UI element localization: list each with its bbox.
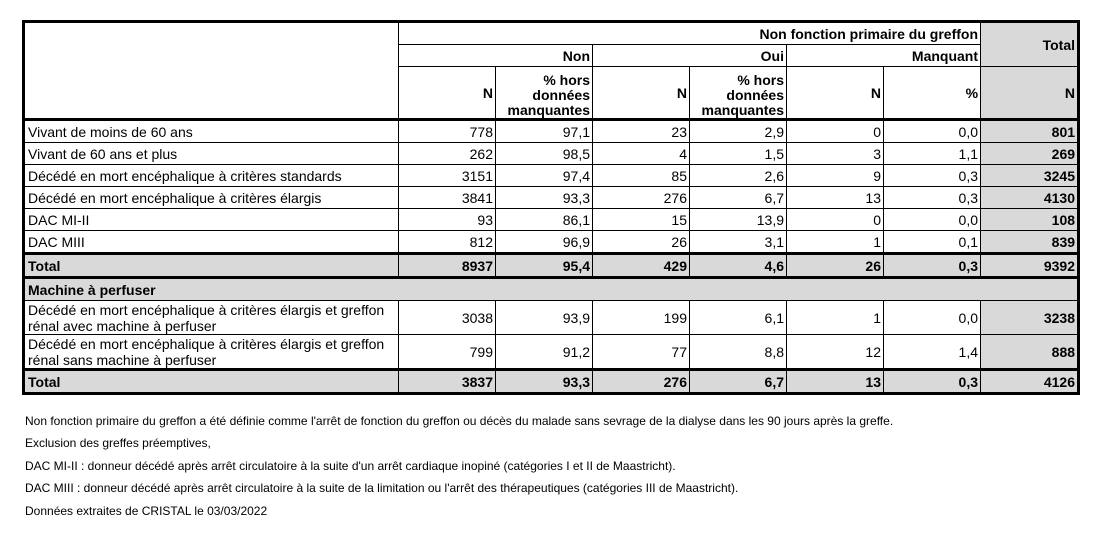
cell-non-pct: 95,4 (496, 254, 593, 278)
cell-oui-pct: 6,1 (690, 301, 787, 335)
row-label: Décédé en mort encéphalique à critères élargis et greffon rénal avec machine à perfuser (24, 301, 399, 335)
non-header: Non (399, 45, 593, 67)
cell-total: 269 (981, 143, 1079, 165)
cell-man-n: 13 (787, 370, 884, 394)
data-table (22, 20, 1080, 395)
cell-non-pct: 98,5 (496, 143, 593, 165)
section-label: Machine à perfuser (24, 278, 1079, 301)
cell-man-pct: 0,3 (884, 254, 981, 278)
cell-non-n: 3151 (399, 165, 496, 187)
cell-non-n: 3038 (399, 301, 496, 335)
footnote: Données extraites de CRISTAL le 03/03/2022 (25, 503, 268, 518)
cell-man-n: 9 (787, 165, 884, 187)
cell-man-pct: 0,3 (884, 165, 981, 187)
cell-man-n: 13 (787, 187, 884, 209)
row-label: Décédé en mort encéphalique à critères standards (24, 165, 399, 187)
cell-non-pct: 93,3 (496, 187, 593, 209)
table-row (24, 335, 1079, 370)
cell-oui-n: 199 (593, 301, 690, 335)
cell-total: 4126 (981, 370, 1079, 394)
cell-oui-pct: 3,1 (690, 231, 787, 254)
cell-oui-pct: 4,6 (690, 254, 787, 278)
row-label: DAC MIII (24, 231, 399, 254)
cell-non-n: 8937 (399, 254, 496, 278)
cell-man-pct: 0,1 (884, 231, 981, 254)
cell-oui-n: 23 (593, 120, 690, 143)
cell-oui-pct: 1,5 (690, 143, 787, 165)
cell-total: 108 (981, 209, 1079, 231)
table-row (24, 187, 1079, 209)
row-label: DAC MI-II (24, 209, 399, 231)
cell-non-pct: 97,4 (496, 165, 593, 187)
cell-non-n: 3841 (399, 187, 496, 209)
col-total-n: N (981, 67, 1079, 120)
cell-man-n: 1 (787, 231, 884, 254)
cell-non-pct: 93,3 (496, 370, 593, 394)
footnote: DAC MIII : donneur décédé après arrêt circulatoire à la suite de la limitation ou l'arrêt des thérapeutiques (catégories III de Maastricht). (25, 481, 739, 496)
cell-oui-pct: 6,7 (690, 370, 787, 394)
table-row (24, 301, 1079, 335)
total-row (24, 254, 1079, 278)
cell-non-n: 3837 (399, 370, 496, 394)
row-label: Total (24, 254, 399, 278)
cell-total: 3245 (981, 165, 1079, 187)
cell-oui-pct: 8,8 (690, 335, 787, 370)
cell-non-pct: 86,1 (496, 209, 593, 231)
cell-total: 3238 (981, 301, 1079, 335)
table-row (24, 231, 1079, 254)
col-non-n: N (399, 67, 496, 120)
cell-man-n: 0 (787, 209, 884, 231)
cell-man-pct: 0,3 (884, 187, 981, 209)
cell-oui-n: 276 (593, 187, 690, 209)
group-header: Non fonction primaire du greffon (399, 22, 981, 45)
cell-man-n: 3 (787, 143, 884, 165)
oui-header: Oui (593, 45, 787, 67)
cell-oui-pct: 13,9 (690, 209, 787, 231)
cell-man-pct: 0,0 (884, 301, 981, 335)
cell-non-n: 799 (399, 335, 496, 370)
footnote: DAC MI-II : donneur décédé après arrêt circulatoire à la suite d'un arrêt cardiaque inopiné (catégories I et II de Maastricht). (25, 458, 676, 473)
cell-man-pct: 0,0 (884, 209, 981, 231)
cell-oui-n: 4 (593, 143, 690, 165)
cell-non-n: 812 (399, 231, 496, 254)
cell-non-n: 93 (399, 209, 496, 231)
section-row (24, 278, 1079, 301)
cell-oui-pct: 2,9 (690, 120, 787, 143)
cell-non-n: 262 (399, 143, 496, 165)
row-label: Décédé en mort encéphalique à critères élargis et greffon rénal sans machine à perfuser (24, 335, 399, 370)
row-label: Décédé en mort encéphalique à critères élargis (24, 187, 399, 209)
total-row (24, 370, 1079, 394)
cell-oui-n: 26 (593, 231, 690, 254)
row-label: Vivant de 60 ans et plus (24, 143, 399, 165)
cell-total: 801 (981, 120, 1079, 143)
cell-oui-pct: 2,6 (690, 165, 787, 187)
cell-non-pct: 91,2 (496, 335, 593, 370)
table-row (24, 143, 1079, 165)
cell-non-pct: 97,1 (496, 120, 593, 143)
row-label: Total (24, 370, 399, 394)
cell-non-n: 778 (399, 120, 496, 143)
cell-total: 888 (981, 335, 1079, 370)
cell-non-pct: 96,9 (496, 231, 593, 254)
col-oui-pct: % hors données manquantes (690, 67, 787, 120)
footnote: Non fonction primaire du greffon a été définie comme l'arrêt de fonction du greffon ou décès du malade sans sevrage de la dialyse dans les 90 jours après la greffe. (25, 414, 894, 428)
col-oui-n: N (593, 67, 690, 120)
cell-oui-n: 77 (593, 335, 690, 370)
cell-total: 4130 (981, 187, 1079, 209)
col-man-pct: % (884, 67, 981, 120)
cell-oui-pct: 6,7 (690, 187, 787, 209)
cell-man-pct: 0,3 (884, 370, 981, 394)
cell-oui-n: 85 (593, 165, 690, 187)
table-row (24, 209, 1079, 231)
col-man-n: N (787, 67, 884, 120)
cell-man-pct: 1,4 (884, 335, 981, 370)
cell-total: 839 (981, 231, 1079, 254)
total-header: Total (981, 22, 1079, 67)
cell-man-n: 1 (787, 301, 884, 335)
cell-oui-n: 276 (593, 370, 690, 394)
cell-man-n: 12 (787, 335, 884, 370)
table-row (24, 120, 1079, 143)
col-non-pct: % hors données manquantes (496, 67, 593, 120)
table-row (24, 165, 1079, 187)
cell-man-pct: 1,1 (884, 143, 981, 165)
cell-man-n: 26 (787, 254, 884, 278)
row-label: Vivant de moins de 60 ans (24, 120, 399, 143)
footnotes (25, 410, 893, 522)
header-corner (24, 22, 399, 120)
cell-non-pct: 93,9 (496, 301, 593, 335)
footnote: Exclusion des greffes préemptives, (25, 436, 211, 451)
cell-total: 9392 (981, 254, 1079, 278)
cell-man-pct: 0,0 (884, 120, 981, 143)
cell-oui-n: 15 (593, 209, 690, 231)
cell-man-n: 0 (787, 120, 884, 143)
cell-oui-n: 429 (593, 254, 690, 278)
manquant-header: Manquant (787, 45, 981, 67)
